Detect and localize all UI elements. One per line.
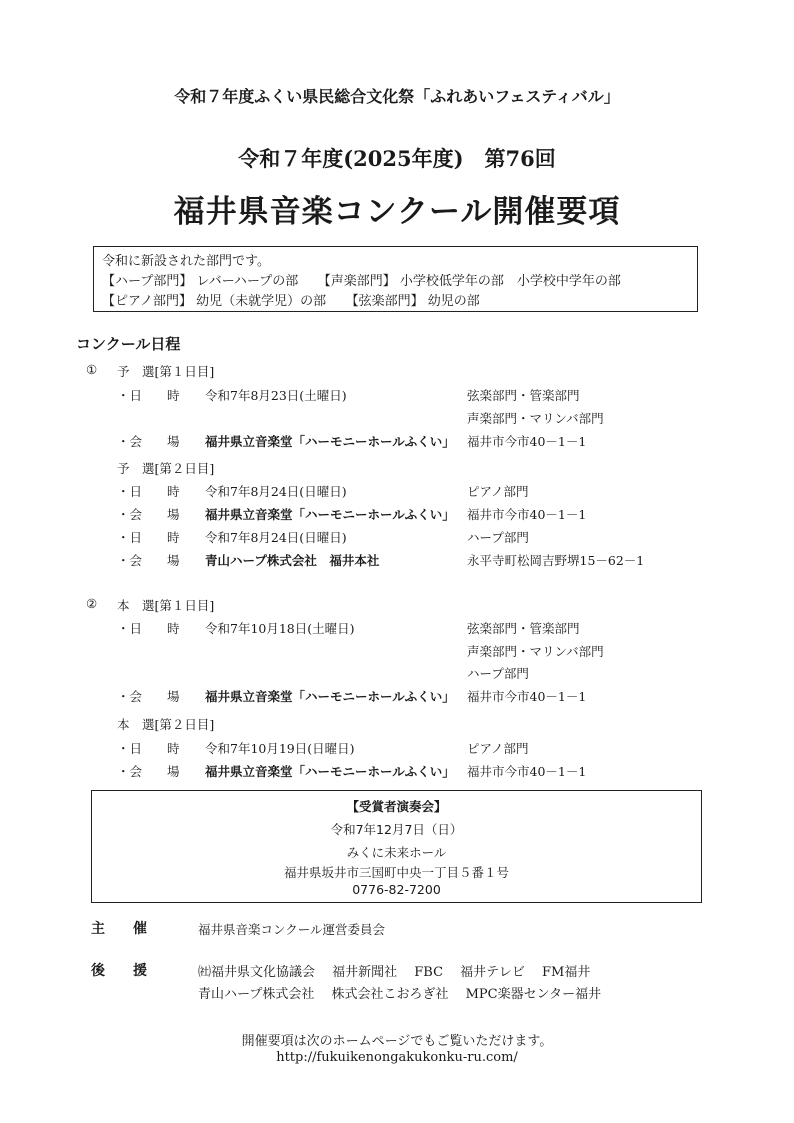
final-number: ② (86, 596, 98, 611)
prelim-harp-venue: 青山ハープ株式会社 福井本社 (205, 553, 380, 568)
final-day2-venue-label: ・会 場 (117, 764, 180, 779)
sponsors-label: 後 援 (91, 963, 147, 979)
final-day2-venue: 福井県立音楽堂「ハーモニーホールふくい」 (205, 764, 455, 779)
prelim-day2-address: 福井市今市40－1－1 (467, 507, 587, 522)
award-concert-title: 【受賞者演奏会】 (346, 799, 447, 814)
footer-url[interactable]: http://fukuikenongakukonku-ru.com/ (276, 1050, 518, 1065)
award-concert-box (91, 790, 702, 903)
final-day1-division-1: 弦楽部門・管楽部門 (467, 621, 580, 636)
prelim-harp-date: 令和7年8月24日(日曜日) (205, 530, 347, 545)
prelim-day1-division-1: 弦楽部門・管楽部門 (467, 388, 580, 403)
prelim-day1-date-label: ・日 時 (117, 388, 180, 403)
footer-note: 開催要項は次のホームページでもご覧いただけます。 (241, 1034, 553, 1049)
page-title: 福井県音楽コンクール開催要項 (173, 194, 621, 230)
festival-title: 令和７年度ふくい県民総合文化祭「ふれあいフェスティバル」 (174, 87, 620, 106)
prelim-day1-heading: 予 選[第１日目] (117, 364, 215, 379)
page-subtitle: 令和７年度(2025年度) 第76回 (238, 146, 556, 171)
final-day1-heading: 本 選[第１日目] (117, 598, 215, 613)
prelim-day2-date-label: ・日 時 (117, 484, 180, 499)
final-day1-venue-label: ・会 場 (117, 689, 180, 704)
final-day2-heading: 本 選[第２日目] (117, 717, 215, 732)
final-day1-venue: 福井県立音楽堂「ハーモニーホールふくい」 (205, 689, 455, 704)
new-divisions-box (93, 246, 698, 312)
prelim-harp-date-label: ・日 時 (117, 530, 180, 545)
prelim-day1-address: 福井市今市40－1－1 (467, 434, 587, 449)
final-day2-division: ピアノ部門 (467, 741, 529, 756)
prelim-day2-date: 令和7年8月24日(日曜日) (205, 484, 347, 499)
final-day2-address: 福井市今市40－1－1 (467, 764, 587, 779)
final-day2-date: 令和7年10月19日(日曜日) (205, 741, 355, 756)
sponsors-line-1: ㈳福井県文化協議会 福井新聞社 FBC 福井テレビ FM福井 (198, 965, 591, 980)
sponsors-line-2: 青山ハープ株式会社 株式会社こおろぎ社 MPC楽器センター福井 (198, 987, 602, 1002)
final-day1-division-2: 声楽部門・マリンバ部門 (467, 644, 604, 659)
new-divisions-intro: 令和に新設された部門です。 (102, 254, 270, 269)
prelim-day2-division: ピアノ部門 (467, 484, 529, 499)
prelim-day1-venue: 福井県立音楽堂「ハーモニーホールふくい」 (205, 434, 455, 449)
prelim-harp-address: 永平寺町松岡吉野堺15－62－1 (467, 553, 645, 568)
prelim-number: ① (86, 362, 98, 377)
new-divisions-line-2: 【ピアノ部門】 幼児（未就学児）の部 【弦楽部門】 幼児の部 (102, 294, 480, 309)
final-day1-division-3: ハープ部門 (467, 666, 529, 681)
final-day1-address: 福井市今市40－1－1 (467, 689, 587, 704)
prelim-day1-venue-label: ・会 場 (117, 434, 180, 449)
award-concert-venue: みくに未来ホール (346, 845, 447, 860)
prelim-day1-division-2: 声楽部門・マリンバ部門 (467, 411, 604, 426)
final-day1-date-label: ・日 時 (117, 621, 180, 636)
prelim-day2-heading: 予 選[第２日目] (117, 461, 215, 476)
award-concert-phone: 0776-82-7200 (352, 882, 441, 897)
final-day1-date: 令和7年10月18日(土曜日) (205, 621, 355, 636)
organizer-label: 主 催 (91, 921, 147, 937)
prelim-day2-venue: 福井県立音楽堂「ハーモニーホールふくい」 (205, 507, 455, 522)
award-concert-date: 令和7年12月7日（日） (330, 822, 463, 837)
schedule-heading: コンクール日程 (76, 335, 181, 353)
final-day2-date-label: ・日 時 (117, 741, 180, 756)
organizer-value: 福井県音楽コンクール運営委員会 (198, 922, 386, 937)
prelim-harp-venue-label: ・会 場 (117, 553, 180, 568)
new-divisions-line-1: 【ハープ部門】 レバーハープの部 【声楽部門】 小学校低学年の部 小学校中学年の部 (102, 274, 621, 289)
prelim-harp-division: ハープ部門 (467, 530, 529, 545)
prelim-day2-venue-label: ・会 場 (117, 507, 180, 522)
prelim-day1-date: 令和7年8月23日(土曜日) (205, 388, 347, 403)
award-concert-address: 福井県坂井市三国町中央一丁目５番１号 (283, 865, 509, 880)
